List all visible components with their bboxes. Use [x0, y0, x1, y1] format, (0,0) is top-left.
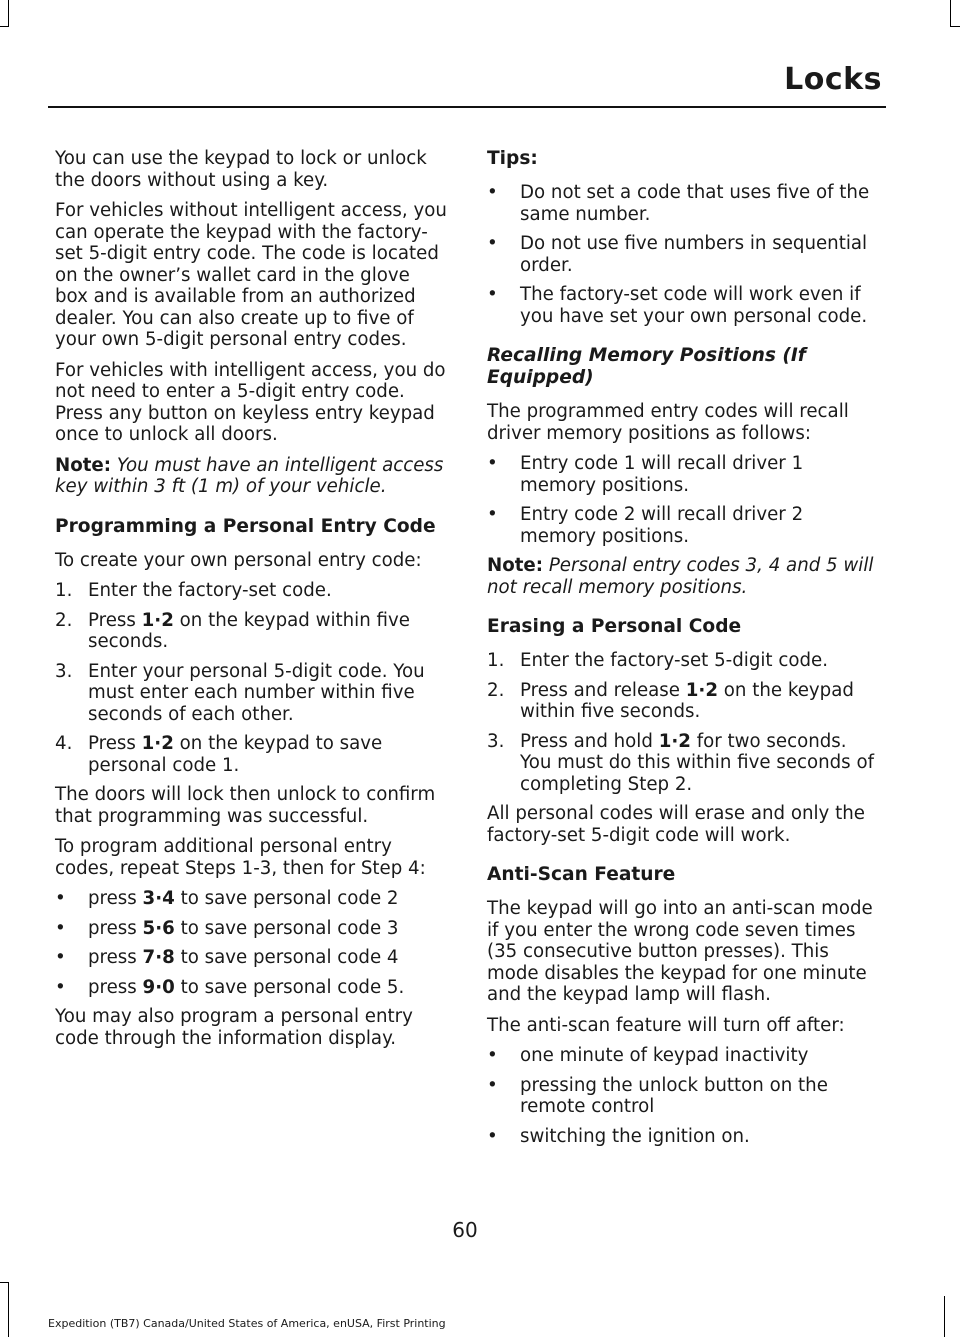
step-number: 3.: [55, 660, 73, 682]
step-text: Press: [88, 609, 142, 631]
note: [487, 555, 882, 598]
list-item: [55, 661, 447, 726]
section-heading-anti-scan: Anti-Scan Feature: [487, 864, 676, 885]
bullet-icon: •: [55, 917, 66, 939]
bullet-icon: •: [55, 947, 66, 968]
note-label: Note:: [487, 555, 544, 576]
step-number: 4.: [55, 733, 73, 754]
list-item: [55, 733, 447, 776]
bullet-icon: •: [487, 1045, 498, 1066]
crop-mark-top-right-h: [950, 26, 960, 27]
list-item: [487, 284, 882, 327]
paragraph: All personal codes will erase and only the factory-set 5-digit code will work.: [487, 803, 865, 846]
list-item: [487, 453, 882, 496]
bullet-icon: •: [487, 1125, 498, 1147]
list-item: [487, 650, 882, 672]
paragraph: The anti-scan feature will turn off after:: [487, 1014, 845, 1036]
crop-mark-top-right-v: [950, 0, 951, 26]
list-item: [487, 182, 882, 225]
bullet-text: press: [88, 976, 143, 998]
step-text: Enter the factory-set code.: [88, 580, 332, 601]
header-rule: [48, 106, 886, 108]
bullet-text: to save personal code 4: [174, 947, 399, 968]
step-text: on the keypad to save personal code 1.: [88, 733, 383, 776]
bullet-text: switching the ignition on.: [520, 1125, 750, 1147]
key-label: 3·4: [142, 888, 175, 909]
paragraph: You may also program a personal entry code through the information display.: [55, 1006, 413, 1049]
step-number: 2.: [487, 679, 505, 701]
erase-steps: [487, 650, 882, 795]
step-number: 1.: [487, 650, 505, 671]
tips-heading: Tips:: [487, 148, 538, 169]
list-item: [487, 1126, 882, 1148]
bullet-icon: •: [55, 888, 66, 909]
left-column: [55, 148, 447, 1058]
anti-scan-list: [487, 1045, 882, 1147]
step-text: Press and hold: [520, 730, 659, 752]
bullet-icon: •: [487, 1074, 498, 1096]
section-heading-programming: Programming a Personal Entry Code: [55, 515, 436, 537]
crop-mark-bottom-left-v: [8, 1282, 9, 1337]
paragraph: For vehicles without intelligent access, you can operate the keypad with the factory-set 5-digit entry code. The code is located on the owner’s wallet card in the glove box and is available from an authorized dealer. You can also create up to five of your own 5-digit personal entry codes.: [55, 200, 447, 350]
step-number: 3.: [487, 730, 505, 752]
section-heading-memory: Recalling Memory Positions (If Equipped): [487, 345, 806, 388]
list-item: [487, 731, 882, 796]
additional-code-list: [55, 888, 447, 998]
crop-mark-top-left-v: [8, 0, 9, 26]
crop-mark-top-left-h: [0, 26, 9, 27]
key-label: 7·8: [142, 947, 175, 968]
bullet-icon: •: [55, 976, 66, 998]
paragraph: The programmed entry codes will recall driver memory positions as follows:: [487, 401, 849, 444]
list-item: [55, 610, 447, 653]
step-text: Press: [88, 733, 142, 754]
step-number: 2.: [55, 609, 73, 631]
step-text: on the keypad within five seconds.: [520, 679, 854, 722]
key-label: 9·0: [142, 976, 175, 998]
list-item: [55, 918, 447, 940]
list-item: [487, 680, 882, 723]
section-heading-erasing: Erasing a Personal Code: [487, 616, 742, 637]
key-label: 1·2: [141, 609, 174, 631]
paragraph: To create your own personal entry code:: [55, 549, 422, 571]
bullet-text: to save personal code 5.: [174, 976, 405, 998]
key-label: 1·2: [685, 679, 718, 701]
bullet-text: Entry code 2 will recall driver 2 memory positions.: [520, 504, 804, 547]
list-item: [487, 504, 882, 547]
bullet-text: Entry code 1 will recall driver 1 memory positions.: [520, 453, 804, 496]
bullet-icon: •: [487, 182, 498, 203]
note-text: Personal entry codes 3, 4 and 5 will not recall memory positions.: [487, 555, 874, 598]
list-item: [487, 1075, 882, 1118]
bullet-text: one minute of keypad inactivity: [520, 1045, 809, 1066]
bullet-icon: •: [487, 504, 498, 525]
step-text: Enter your personal 5-digit code. You must enter each number within five seconds of each other.: [88, 660, 425, 725]
note: [55, 455, 447, 498]
step-number: 1.: [55, 580, 73, 601]
step-text: for two seconds. You must do this within five seconds of completing Step 2.: [520, 730, 874, 795]
list-item: [55, 947, 447, 969]
crop-mark-bottom-right-v: [944, 1296, 945, 1337]
page-number: 60: [452, 1218, 478, 1242]
tip-text: The factory-set code will work even if you have set your own personal code.: [520, 284, 868, 327]
footer-text: Expedition (TB7) Canada/United States of America, enUSA, First Printing: [48, 1317, 446, 1330]
step-text: Press and release: [520, 679, 686, 701]
bullet-icon: •: [487, 453, 498, 474]
page-title: Locks: [784, 62, 882, 97]
paragraph: The doors will lock then unlock to confirm that programming was successful.: [55, 784, 436, 827]
paragraph: The keypad will go into an anti-scan mode if you enter the wrong code seven times (35 consecutive button presses). This mode disables the keypad for one minute and the keypad lamp will flash.: [487, 898, 873, 1005]
note-label: Note:: [55, 454, 112, 476]
tip-text: Do not use five numbers in sequential order.: [520, 233, 868, 276]
key-label: 5·6: [142, 917, 175, 939]
crop-mark-bottom-left-h: [0, 1282, 9, 1283]
key-label: 1·2: [658, 730, 691, 752]
bullet-text: pressing the unlock button on the remote control: [520, 1074, 828, 1117]
programming-steps: [55, 580, 447, 776]
step-text: on the keypad within five seconds.: [88, 609, 410, 652]
step-text: Enter the factory-set 5-digit code.: [520, 650, 828, 671]
list-item: [55, 888, 447, 910]
bullet-icon: •: [487, 284, 498, 305]
bullet-text: press: [88, 917, 143, 939]
paragraph: To program additional personal entry codes, repeat Steps 1-3, then for Step 4:: [55, 836, 426, 879]
bullet-text: to save personal code 3: [174, 917, 399, 939]
paragraph: For vehicles with intelligent access, you do not need to enter a 5-digit entry code. Press any button on keyless entry keypad once to unlock all doors.: [55, 359, 446, 445]
bullet-icon: •: [487, 233, 498, 254]
tips-list: [487, 182, 882, 327]
right-column: [487, 148, 882, 1155]
bullet-text: press: [88, 888, 143, 909]
key-label: 1·2: [141, 733, 174, 754]
note-text: You must have an intelligent access key within 3 ft (1 m) of your vehicle.: [55, 454, 444, 497]
list-item: [55, 977, 447, 999]
bullet-text: press: [88, 947, 143, 968]
memory-list: [487, 453, 882, 547]
bullet-text: to save personal code 2: [174, 888, 399, 909]
tip-text: Do not set a code that uses five of the same number.: [520, 182, 870, 225]
paragraph: You can use the keypad to lock or unlock the doors without using a key.: [55, 148, 427, 191]
list-item: [487, 233, 882, 276]
list-item: [55, 580, 447, 602]
list-item: [487, 1045, 882, 1067]
